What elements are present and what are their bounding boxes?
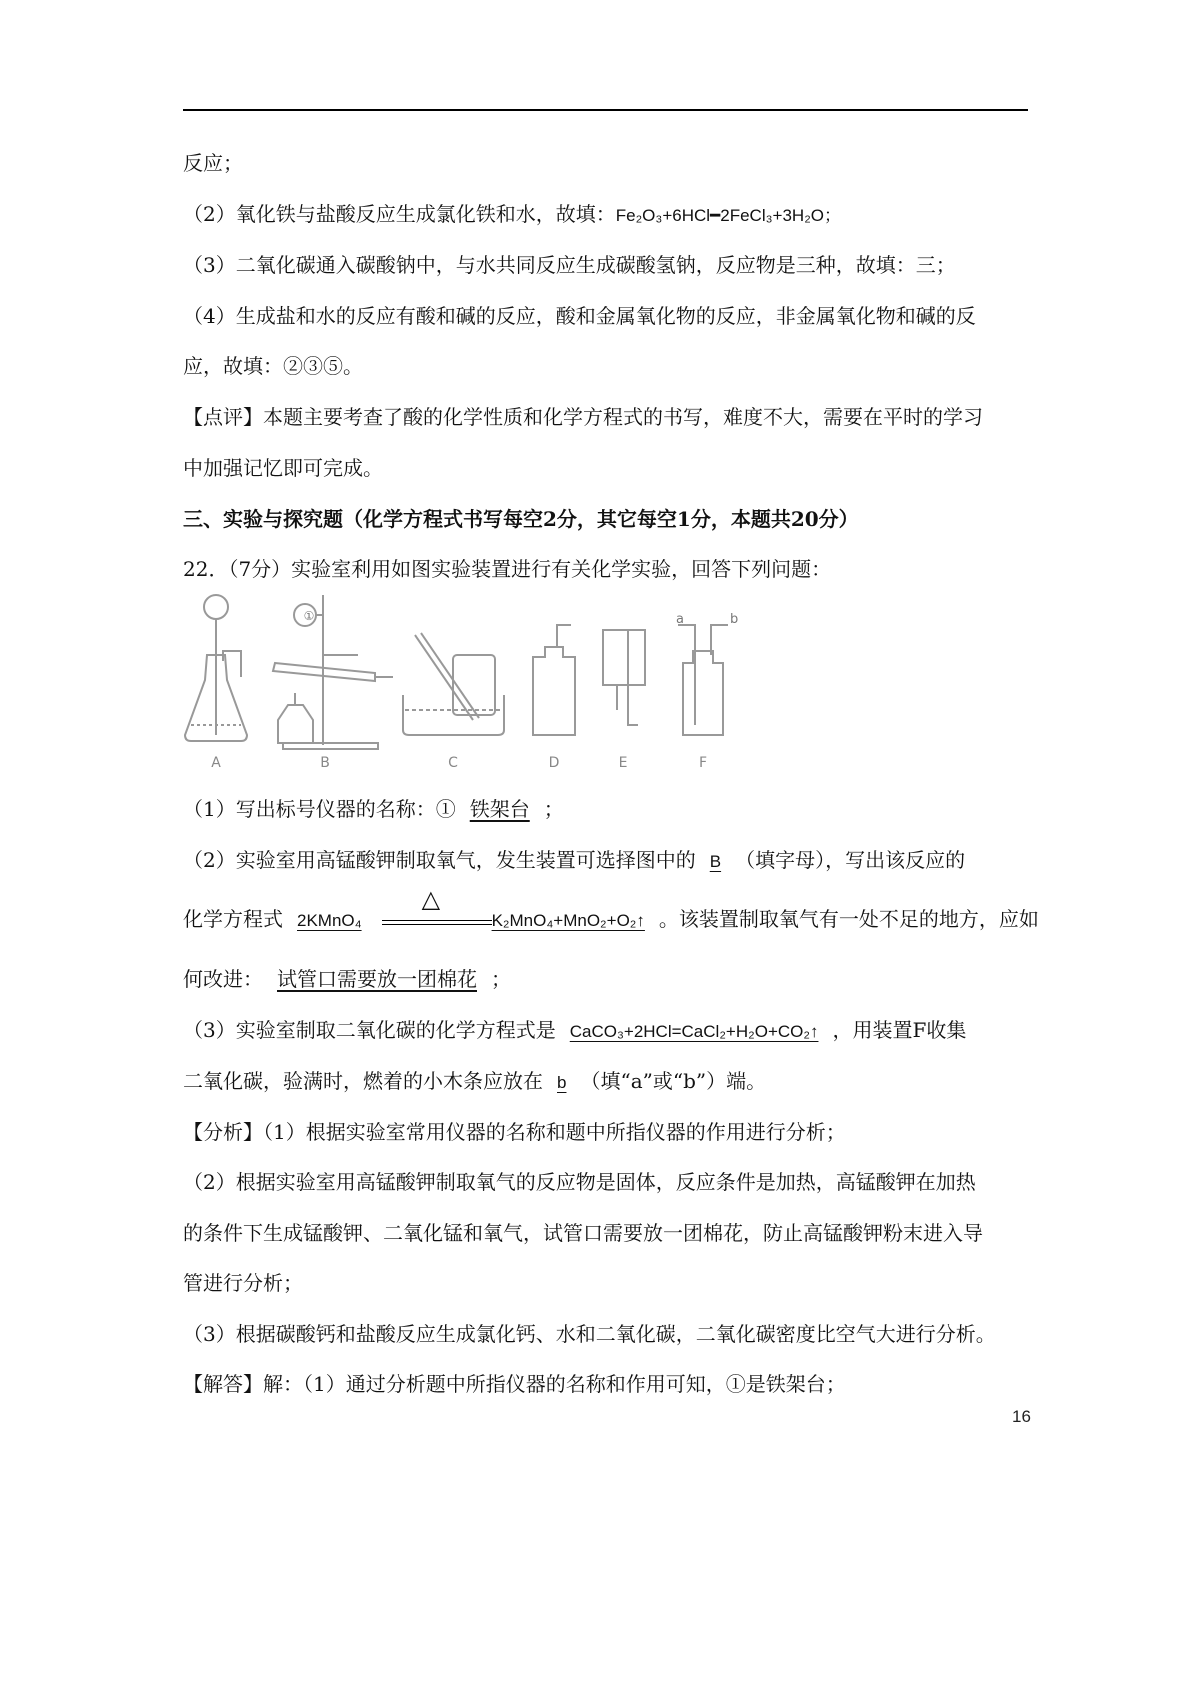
double-line (382, 920, 492, 921)
port-label-a: a (676, 612, 684, 627)
figure-label-B: B (320, 755, 330, 771)
answer-blank: b (557, 1073, 567, 1092)
double-line (382, 924, 492, 925)
figure-label-F: F (698, 755, 708, 771)
apparatus-figure (183, 585, 803, 775)
text-span: ； (543, 797, 564, 821)
reaction-condition (362, 885, 492, 935)
equation-iron-oxide: Fe₂O₃+6HCl━2FeCl₃+3H₂O； (615, 206, 842, 225)
answer-blank: 试管口需要放一团棉花 (277, 967, 477, 991)
question-22: 22．（7分）实验室利用如图实验装置进行有关化学实验，回答下列问题： (183, 557, 832, 581)
answer-line-2 (183, 846, 965, 876)
answer-line-4 (183, 1016, 966, 1046)
text-span: 何改进： (183, 967, 263, 991)
comment-line: 【点评】本题主要考查了酸的化学性质和化学方程式的书写，难度不大，需要在平时的学习 (183, 405, 983, 429)
text-span: ； (491, 967, 511, 991)
figure-label-D: D (548, 755, 560, 771)
text-span: 二氧化碳，验满时，燃着的小木条应放在 (183, 1069, 543, 1093)
apparatus-illustration (183, 585, 803, 775)
text-line: 应，故填：②③⑤。 (183, 354, 363, 378)
header-rule (183, 109, 1028, 111)
text-span: 化学方程式 (183, 907, 283, 931)
analysis-line: 管进行分析； (183, 1271, 303, 1295)
text-span: （3）实验室制取二氧化碳的化学方程式是 (183, 1018, 556, 1042)
solution-line: 【解答】解：（1）通过分析题中所指仪器的名称和作用可知，①是铁架台； (183, 1372, 846, 1396)
answer-line-1 (183, 795, 564, 823)
text-span: （填“a”或“b”）端。 (580, 1069, 767, 1093)
analysis-line: （2）根据实验室用高锰酸钾制取氧气的反应物是固体，反应条件是加热，高锰酸钾在加热 (183, 1170, 976, 1194)
answer-line-3 (183, 965, 511, 993)
answer-blank: 铁架台 (469, 797, 530, 821)
text-span: （1）写出标号仪器的名称：① (183, 797, 456, 821)
analysis-line: 的条件下生成锰酸钾、二氧化锰和氧气，试管口需要放一团棉花，防止高锰酸钾粉末进入导 (183, 1221, 983, 1245)
answer-blank: B (709, 852, 722, 871)
figure-label-E: E (618, 755, 628, 771)
text-line: （4）生成盐和水的反应有酸和碱的反应，酸和金属氧化物的反应，非金属氧化物和碱的反 (183, 304, 976, 328)
text-span: ，用装置F收集 (832, 1018, 967, 1042)
figure-label-A: A (211, 755, 221, 771)
analysis-line: （3）根据碳酸钙和盐酸反应生成氯化钙、水和二氧化碳，二氧化碳密度比空气大进行分析。 (183, 1322, 996, 1346)
text-line: （3）二氧化碳通入碳酸钠中，与水共同反应生成碳酸氢钠，反应物是三种，故填：三； (183, 253, 956, 277)
text-span: （2）氧化铁与盐酸反应生成氯化铁和水，故填： (183, 202, 616, 226)
equation-right: K₂MnO₄+MnO₂+O₂↑ (491, 911, 645, 930)
text-line: 中加强记忆即可完成。 (183, 456, 383, 480)
text-span: 。该装置制取氧气有一处不足的地方，应如 (658, 907, 1039, 931)
text-line: 反应； (183, 151, 243, 175)
equation-left: 2KMnO₄ (297, 911, 362, 930)
answer-blank: CaCO₃+2HCl=CaCl₂+H₂O+CO₂↑ (569, 1022, 819, 1041)
page-number: 16 (1012, 1407, 1031, 1426)
heat-symbol: △ (421, 885, 441, 913)
text-span: （2）实验室用高锰酸钾制取氧气，发生装置可选择图中的 (183, 848, 696, 872)
marker-1: ① (303, 609, 315, 623)
port-label-b: b (730, 612, 739, 627)
text-span: （填字母），写出该反应的 (735, 848, 966, 872)
figure-label-C: C (448, 755, 458, 771)
section-heading: 三、实验与探究题（化学方程式书写每空2分，其它每空1分，本题共20分） (183, 507, 859, 531)
answer-line-5 (183, 1067, 766, 1097)
equation-line (183, 885, 1039, 935)
analysis-line: 【分析】（1）根据实验室常用仪器的名称和题中所指仪器的作用进行分析； (183, 1120, 846, 1144)
text-line (183, 200, 841, 230)
